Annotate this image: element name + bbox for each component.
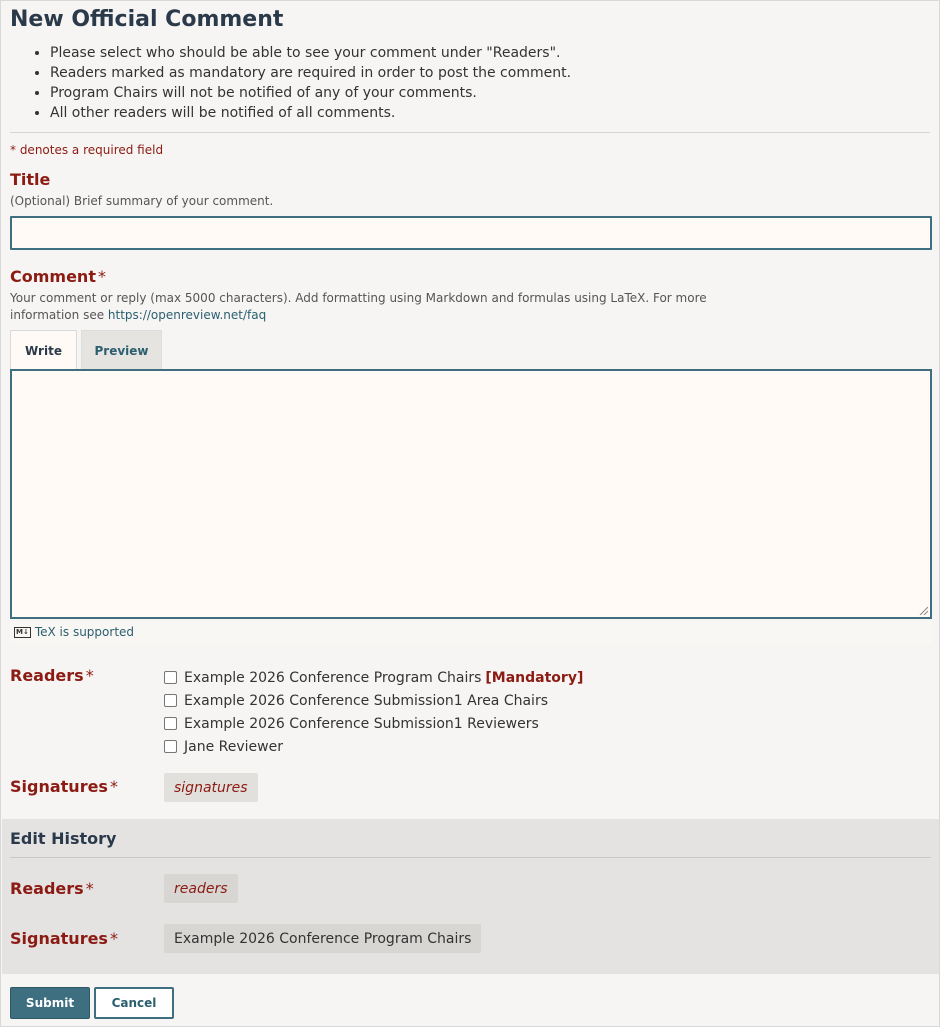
edit-history-title: Edit History: [10, 829, 117, 848]
markdown-icon: M↓: [16, 627, 29, 636]
edit-history-signatures-label-text: Signatures: [10, 929, 108, 948]
title-label: [10, 170, 50, 189]
signatures-label: [10, 777, 118, 796]
readers-label: [10, 666, 94, 685]
signatures-label-text: Signatures: [10, 777, 108, 796]
required-asterisk: *: [85, 666, 94, 685]
comment-label-text: Comment: [10, 267, 96, 286]
instruction-item: • Readers marked as mandatory are required in order to post the comment.: [50, 63, 571, 83]
divider: [10, 857, 931, 858]
edit-history-signatures-label: [10, 929, 118, 948]
required-asterisk: *: [109, 929, 118, 948]
required-asterisk: *: [85, 879, 94, 898]
reader-option-label: Example 2026 Conference Submission1 Reviewers: [184, 715, 539, 732]
edit-history-signatures-chip[interactable]: Example 2026 Conference Program Chairs: [164, 924, 481, 953]
submit-button[interactable]: Submit: [10, 987, 90, 1019]
mandatory-tag: [Mandatory]: [485, 669, 584, 686]
readers-checkbox-list: [164, 666, 583, 758]
resize-handle-icon[interactable]: [918, 605, 928, 615]
instructions-list: [10, 43, 571, 123]
required-note: * denotes a required field: [10, 143, 164, 157]
faq-link[interactable]: https://openreview.net/faq: [107, 308, 267, 322]
title-help: (Optional) Brief summary of your comment.: [10, 194, 274, 208]
edit-history-readers-label-text: Readers: [10, 879, 84, 898]
tex-support-bar: [10, 621, 932, 643]
reader-option-label: Example 2026 Conference Program Chairs: [184, 669, 482, 686]
instruction-item: • All other readers will be notified of all comments.: [50, 103, 571, 123]
readers-label-text: Readers: [10, 666, 84, 685]
tab-write[interactable]: Write: [10, 330, 77, 370]
editor-tabs: [10, 330, 162, 370]
comment-textarea[interactable]: [10, 369, 932, 619]
edit-history-section: [2, 819, 939, 974]
reader-option[interactable]: [164, 689, 583, 712]
cancel-button[interactable]: Cancel: [94, 987, 174, 1019]
page-title: New Official Comment: [10, 7, 284, 32]
title-label-text: Title: [10, 170, 51, 189]
title-input[interactable]: [10, 216, 932, 250]
required-asterisk: *: [109, 777, 118, 796]
checkbox[interactable]: [164, 717, 177, 730]
reader-option-label: Jane Reviewer: [184, 738, 283, 755]
instruction-item: • Please select who should be able to see your comment under "Readers".: [50, 43, 571, 63]
reader-option-label: Example 2026 Conference Submission1 Area Chairs: [184, 692, 548, 709]
edit-history-readers-chip[interactable]: readers: [164, 874, 238, 903]
divider: [10, 132, 930, 133]
edit-history-readers-label: [10, 879, 94, 898]
comment-help: [10, 290, 750, 324]
checkbox[interactable]: [164, 740, 177, 753]
instruction-item: • Program Chairs will not be notified of any of your comments.: [50, 83, 571, 103]
required-asterisk: *: [97, 267, 106, 286]
signatures-chip[interactable]: signatures: [164, 773, 258, 802]
tab-preview[interactable]: Preview: [81, 330, 162, 370]
comment-help-text: Your comment or reply (max 5000 characters). Add formatting using Markdown and formulas using LaTeX. For more information see: [10, 291, 707, 322]
reader-option[interactable]: [164, 735, 583, 758]
reader-option[interactable]: [164, 666, 583, 689]
reader-option[interactable]: [164, 712, 583, 735]
checkbox[interactable]: [164, 671, 177, 684]
tex-note: TeX is supported: [34, 625, 135, 639]
checkbox[interactable]: [164, 694, 177, 707]
comment-label: [10, 267, 106, 286]
